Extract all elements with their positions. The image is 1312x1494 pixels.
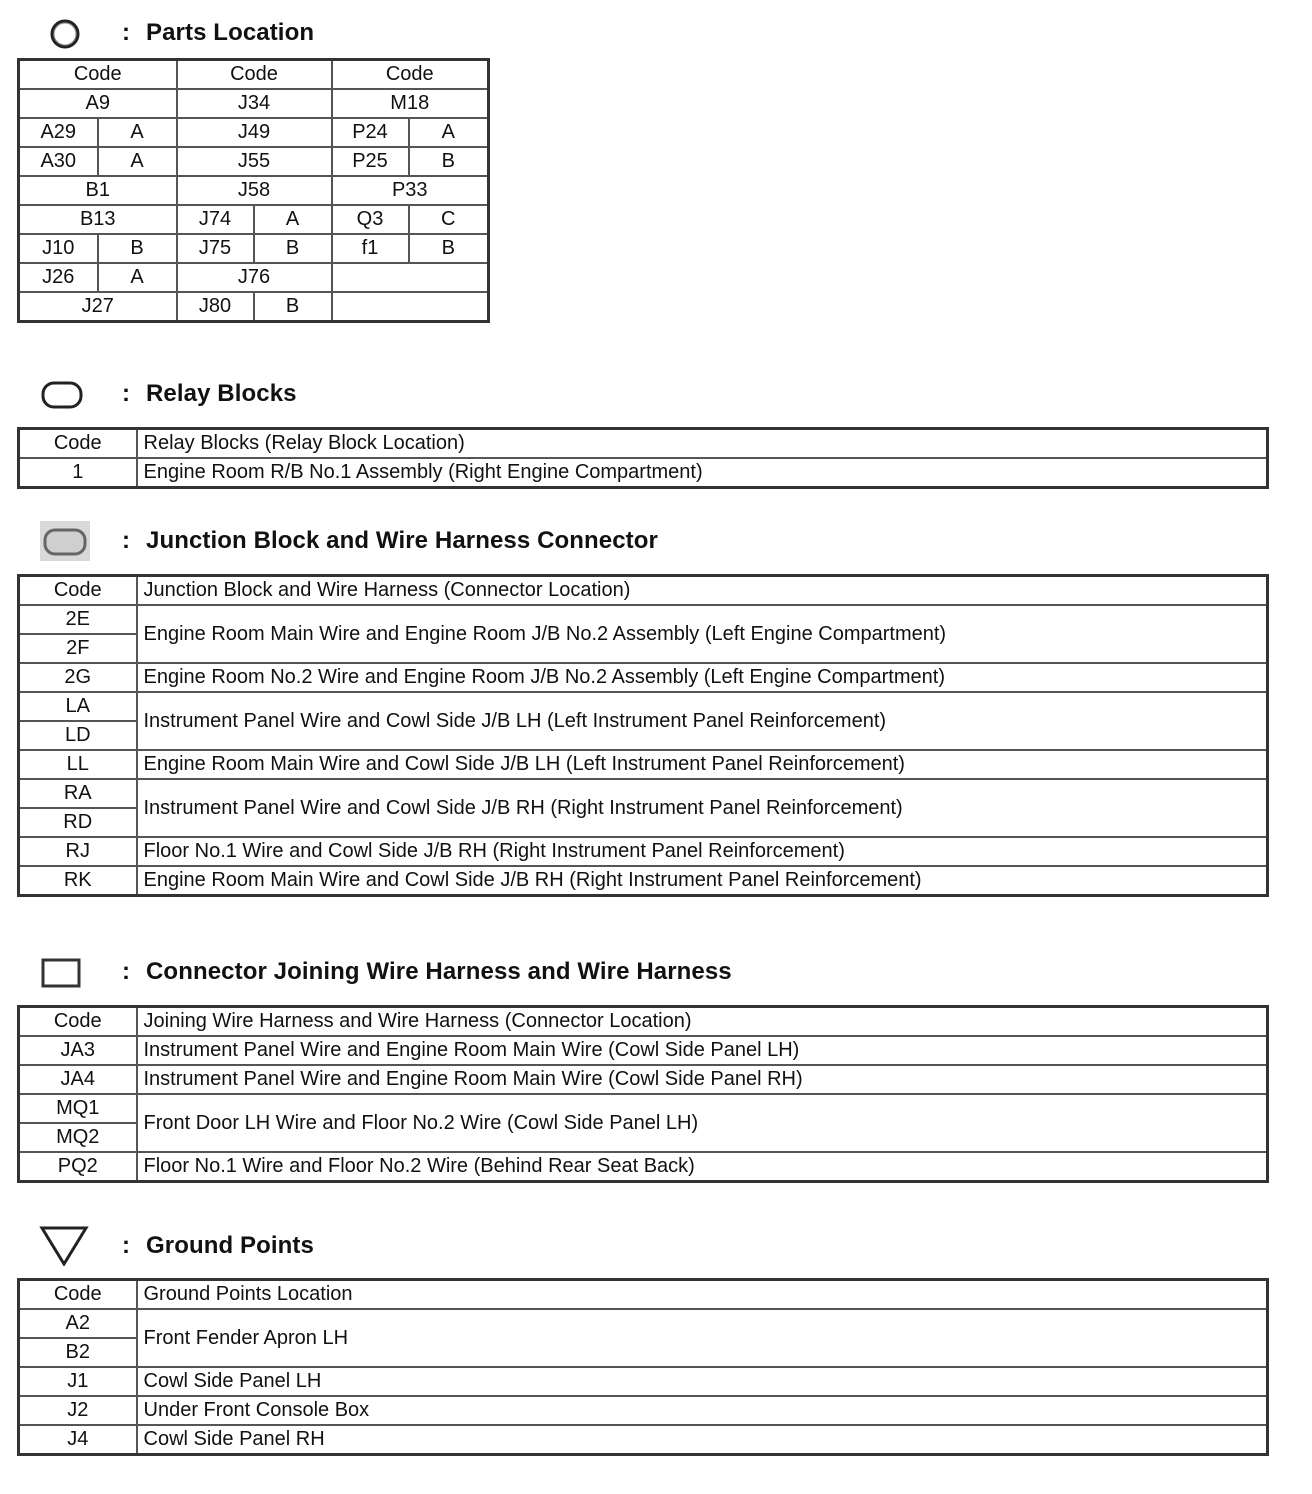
row-description: Floor No.1 Wire and Floor No.2 Wire (Behind Rear Seat Back) <box>137 1152 1268 1182</box>
relay-blocks-table <box>17 427 1269 489</box>
row-code: RK <box>19 866 137 896</box>
triangle-down-icon <box>38 1226 92 1266</box>
row-description: Instrument Panel Wire and Engine Room Main Wire (Cowl Side Panel LH) <box>137 1036 1268 1065</box>
section-header-connector-joining <box>38 952 732 992</box>
row-code: LL <box>19 750 137 779</box>
row-code: RA <box>19 779 137 808</box>
part-suffix: B <box>409 147 489 176</box>
column-header-code: Code <box>19 1280 137 1310</box>
row-description: Engine Room No.2 Wire and Engine Room J/B No.2 Assembly (Left Engine Compartment) <box>137 663 1268 692</box>
part-code: A30 <box>19 147 98 176</box>
part-code: J75 <box>177 234 254 263</box>
part-code: M18 <box>332 89 489 118</box>
colon: : <box>122 1232 130 1259</box>
part-suffix: A <box>254 205 332 234</box>
row-code: 2G <box>19 663 137 692</box>
table-row <box>19 1065 1268 1094</box>
part-suffix: C <box>409 205 489 234</box>
rounded-rect-icon <box>38 374 92 414</box>
part-code <box>332 292 489 322</box>
row-code: LA <box>19 692 137 721</box>
row-description: Floor No.1 Wire and Cowl Side J/B RH (Right Instrument Panel Reinforcement) <box>137 837 1268 866</box>
colon: : <box>122 380 130 407</box>
row-code: J1 <box>19 1367 137 1396</box>
part-code: A29 <box>19 118 98 147</box>
row-description: Front Fender Apron LH <box>137 1309 1268 1367</box>
row-code: RJ <box>19 837 137 866</box>
table-row <box>19 866 1268 896</box>
column-header: Code <box>177 60 332 90</box>
part-suffix: A <box>98 263 177 292</box>
table-row <box>19 750 1268 779</box>
part-code: Q3 <box>332 205 409 234</box>
row-code: B2 <box>19 1338 137 1367</box>
section-title: Relay Blocks <box>146 380 297 407</box>
part-code: J80 <box>177 292 254 322</box>
connector-joining-table <box>17 1005 1269 1183</box>
table-row <box>19 1425 1268 1455</box>
colon: : <box>122 527 130 554</box>
column-header-description: Ground Points Location <box>137 1280 1268 1310</box>
row-description: Front Door LH Wire and Floor No.2 Wire (Cowl Side Panel LH) <box>137 1094 1268 1152</box>
part-code: A9 <box>19 89 177 118</box>
row-code: LD <box>19 721 137 750</box>
part-code: J10 <box>19 234 98 263</box>
row-description: Instrument Panel Wire and Cowl Side J/B LH (Left Instrument Panel Reinforcement) <box>137 692 1268 750</box>
ground-points-table <box>17 1278 1269 1456</box>
junction-block-table <box>17 574 1269 897</box>
section-title: Connector Joining Wire Harness and Wire Harness <box>146 958 732 985</box>
part-code: P33 <box>332 176 489 205</box>
part-code: J58 <box>177 176 332 205</box>
table-row <box>19 292 489 322</box>
part-suffix: B <box>254 292 332 322</box>
table-row <box>19 89 489 118</box>
row-code: MQ1 <box>19 1094 137 1123</box>
row-code: JA3 <box>19 1036 137 1065</box>
table-row <box>19 1396 1268 1425</box>
section-title: Parts Location <box>146 19 315 46</box>
shaded-rounded-rect-icon <box>38 521 92 561</box>
row-description: Engine Room R/B No.1 Assembly (Right Engine Compartment) <box>137 458 1268 488</box>
column-header-description: Junction Block and Wire Harness (Connector Location) <box>137 576 1268 606</box>
part-code: f1 <box>332 234 409 263</box>
table-header-row <box>19 1280 1268 1310</box>
part-suffix: B <box>409 234 489 263</box>
table-row <box>19 692 1268 721</box>
row-code: A2 <box>19 1309 137 1338</box>
table-row <box>19 1094 1268 1123</box>
square-icon <box>38 952 92 992</box>
column-header-code: Code <box>19 429 137 459</box>
table-row <box>19 176 489 205</box>
section-header-parts-location <box>38 13 314 53</box>
row-code: MQ2 <box>19 1123 137 1152</box>
part-code: J55 <box>177 147 332 176</box>
table-row <box>19 147 489 176</box>
section-header-junction-block <box>38 521 658 561</box>
part-code <box>332 263 489 292</box>
table-row <box>19 1036 1268 1065</box>
table-row <box>19 605 1268 634</box>
row-code: 2F <box>19 634 137 663</box>
table-row <box>19 1309 1268 1338</box>
table-row <box>19 205 489 234</box>
row-code: J4 <box>19 1425 137 1455</box>
part-code: J49 <box>177 118 332 147</box>
row-code: 2E <box>19 605 137 634</box>
table-row <box>19 1152 1268 1182</box>
table-row <box>19 234 489 263</box>
part-suffix: A <box>409 118 489 147</box>
part-code: P24 <box>332 118 409 147</box>
column-header-code: Code <box>19 1007 137 1037</box>
part-code: J27 <box>19 292 177 322</box>
row-code: 1 <box>19 458 137 488</box>
part-code: J76 <box>177 263 332 292</box>
part-suffix: A <box>98 118 177 147</box>
table-row <box>19 458 1268 488</box>
part-suffix: A <box>98 147 177 176</box>
row-description: Instrument Panel Wire and Cowl Side J/B RH (Right Instrument Panel Reinforcement) <box>137 779 1268 837</box>
row-code: RD <box>19 808 137 837</box>
row-description: Cowl Side Panel LH <box>137 1367 1268 1396</box>
part-code: B1 <box>19 176 177 205</box>
section-title: Ground Points <box>146 1232 314 1259</box>
section-header-relay-blocks <box>38 374 297 414</box>
section-header-ground-points <box>38 1226 314 1266</box>
part-code: J34 <box>177 89 332 118</box>
row-description: Engine Room Main Wire and Cowl Side J/B LH (Left Instrument Panel Reinforcement) <box>137 750 1268 779</box>
row-code: PQ2 <box>19 1152 137 1182</box>
part-suffix: B <box>98 234 177 263</box>
column-header: Code <box>332 60 489 90</box>
parts-location-table <box>17 58 490 323</box>
row-description: Engine Room Main Wire and Cowl Side J/B RH (Right Instrument Panel Reinforcement) <box>137 866 1268 896</box>
colon: : <box>122 19 130 46</box>
table-row <box>19 263 489 292</box>
table-header-row <box>19 1007 1268 1037</box>
column-header-description: Relay Blocks (Relay Block Location) <box>137 429 1268 459</box>
section-title: Junction Block and Wire Harness Connector <box>146 527 658 554</box>
circle-icon <box>38 13 92 53</box>
table-row <box>19 837 1268 866</box>
table-row <box>19 663 1268 692</box>
row-description: Under Front Console Box <box>137 1396 1268 1425</box>
row-description: Engine Room Main Wire and Engine Room J/B No.2 Assembly (Left Engine Compartment) <box>137 605 1268 663</box>
table-header-row <box>19 576 1268 606</box>
part-code: B13 <box>19 205 177 234</box>
table-row <box>19 118 489 147</box>
part-suffix: B <box>254 234 332 263</box>
colon: : <box>122 958 130 985</box>
column-header-code: Code <box>19 576 137 606</box>
table-row <box>19 779 1268 808</box>
column-header-description: Joining Wire Harness and Wire Harness (Connector Location) <box>137 1007 1268 1037</box>
part-code: J74 <box>177 205 254 234</box>
table-header-row <box>19 429 1268 459</box>
row-code: JA4 <box>19 1065 137 1094</box>
row-description: Instrument Panel Wire and Engine Room Main Wire (Cowl Side Panel RH) <box>137 1065 1268 1094</box>
table-row <box>19 1367 1268 1396</box>
row-code: J2 <box>19 1396 137 1425</box>
part-code: J26 <box>19 263 98 292</box>
part-code: P25 <box>332 147 409 176</box>
row-description: Cowl Side Panel RH <box>137 1425 1268 1455</box>
column-header: Code <box>19 60 177 90</box>
